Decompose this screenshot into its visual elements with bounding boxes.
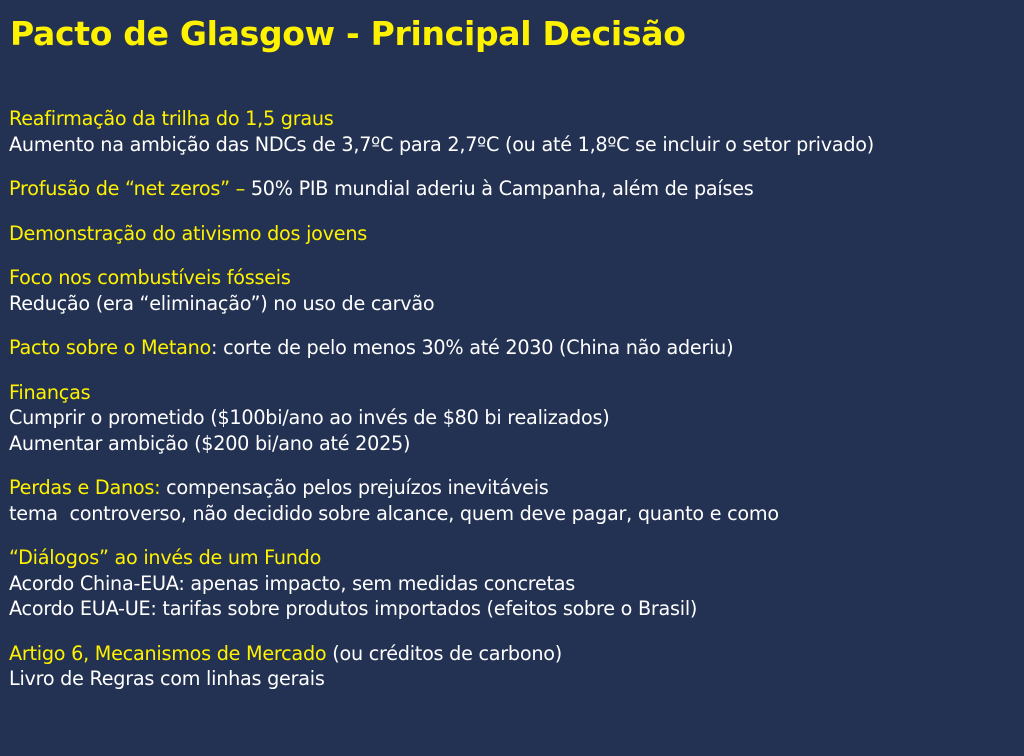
topic-inline-text: compensação pelos prejuízos inevitáveis bbox=[160, 476, 549, 499]
topic-heading-line bbox=[9, 335, 1019, 361]
topic-inline-text: (ou créditos de carbono) bbox=[326, 641, 562, 665]
topic-detail-line: tema controverso, não decidido sobre alcance, quem deve pagar, quanto e como bbox=[9, 501, 779, 525]
topic-heading-line bbox=[9, 265, 1019, 291]
topic-heading: Finanças bbox=[9, 380, 91, 404]
topic-heading: Reafirmação da trilha do 1,5 graus bbox=[9, 107, 334, 130]
topic-heading-line bbox=[9, 641, 1019, 667]
topic-detail-line: Aumento na ambição das NDCs de 3,7ºC para 2,7ºC (ou até 1,8ºC se incluir o setor privado) bbox=[9, 132, 874, 156]
topic-block-net-zeros bbox=[9, 176, 1019, 202]
topic-heading-line bbox=[9, 475, 1019, 501]
topic-block-loss-damage bbox=[9, 475, 1019, 526]
topic-detail-line: Aumentar ambição ($200 bi/ano até 2025) bbox=[9, 431, 411, 455]
topic-heading: Demonstração do ativismo dos jovens bbox=[9, 221, 367, 245]
topic-heading: Profusão de “net zeros” – bbox=[9, 177, 245, 200]
topic-heading-line bbox=[9, 176, 1019, 202]
topic-inline-text: : corte de pelo menos 30% até 2030 (China não aderiu) bbox=[211, 336, 734, 359]
topic-heading: “Diálogos” ao invés de um Fundo bbox=[9, 546, 322, 569]
topic-block-1-5-degrees bbox=[9, 106, 1019, 157]
topic-block-finance bbox=[9, 380, 1019, 457]
topic-heading: Artigo 6, Mecanismos de Mercado bbox=[9, 641, 327, 665]
topic-inline-text: 50% PIB mundial aderiu à Campanha, além de países bbox=[244, 177, 754, 200]
topic-heading-line bbox=[9, 106, 1019, 132]
topic-detail-line: Cumprir o prometido ($100bi/ano ao invés de $80 bi realizados) bbox=[9, 406, 610, 429]
topic-block-youth-activism bbox=[9, 221, 1019, 247]
topic-detail-line: Redução (era “eliminação”) no uso de carvão bbox=[9, 291, 435, 315]
topic-detail-line: Acordo China-EUA: apenas impacto, sem medidas concretas bbox=[9, 571, 576, 595]
topic-detail-line: Livro de Regras com linhas gerais bbox=[9, 667, 325, 690]
topic-heading-line bbox=[9, 221, 1019, 247]
topic-heading: Foco nos combustíveis fósseis bbox=[9, 266, 291, 289]
topic-heading-line bbox=[9, 380, 1019, 406]
topic-block-fossil-fuels bbox=[9, 265, 1019, 316]
topic-block-article-6 bbox=[9, 641, 1019, 692]
slide-title: Pacto de Glasgow - Principal Decisão bbox=[10, 14, 686, 53]
topic-heading: Perdas e Danos: bbox=[9, 476, 161, 499]
topic-block-methane bbox=[9, 335, 1019, 361]
topic-detail-line: Acordo EUA-UE: tarifas sobre produtos importados (efeitos sobre o Brasil) bbox=[9, 597, 698, 620]
slide-content bbox=[9, 106, 1019, 711]
topic-block-dialogues bbox=[9, 545, 1019, 622]
topic-heading: Pacto sobre o Metano bbox=[9, 336, 212, 359]
topic-heading-line bbox=[9, 545, 1019, 571]
